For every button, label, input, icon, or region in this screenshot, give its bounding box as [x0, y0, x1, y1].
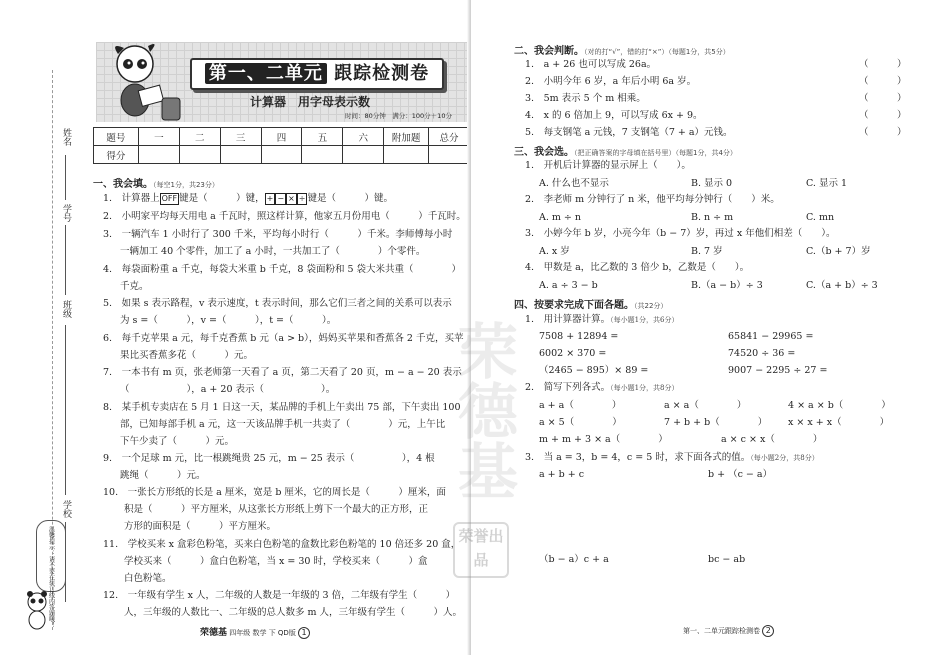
evaluate-item: bc − ab	[708, 554, 746, 565]
calc-title: 1. 用计算器计算。（每小题1分，共6分）	[525, 314, 679, 325]
evaluate-item: （b − a）c + a	[539, 554, 609, 565]
judge-paren-3[interactable]: （ ）	[859, 93, 907, 104]
question-3-line-1: 3. 一辆汽车 1 小时行了 300 千米，平均每小时行（ ）千米。李师傅每小时	[103, 229, 453, 240]
title-rest: 跟踪检测卷	[334, 63, 430, 84]
choose-question-3: 3. 小婷今年 b 岁，小亮今年（b − 7）岁，再过 x 年他们相差（ ）。	[525, 228, 836, 239]
judge-item-1: 1. a + 26 也可以写成 26a。	[525, 59, 657, 70]
calc-item: 65841 − 29965 =	[728, 331, 814, 342]
divide-key-icon: ÷	[298, 194, 306, 203]
choose-option-a: A. 什么也不显示	[539, 178, 609, 189]
right-footer	[683, 625, 774, 637]
question-10-line-3: 方形的面积是（ ）平方厘米。	[124, 521, 277, 532]
name-line	[65, 155, 66, 200]
score-table	[93, 127, 470, 164]
score-cell: 五	[302, 128, 343, 146]
sidebar-school-label: 学校	[61, 500, 71, 518]
question-7-line-2: （ ），a + 20 表示（ ）。	[120, 384, 336, 395]
footer-brand: 荣德基	[200, 628, 228, 638]
simplify-item: m + m + 3 × a（ ）	[539, 434, 668, 445]
simplify-item: a + a（ ）	[539, 400, 622, 411]
choose-question-4: 4. 甲数是 a，比乙数的 3 倍少 b，乙数是（ ）。	[525, 262, 750, 273]
plus-key-icon: +	[266, 194, 274, 203]
minus-key-icon: −	[277, 194, 285, 203]
question-1: 1. 计算器上 OFF 键是（ ）键， + − × ÷ 键是（ ）键。	[103, 193, 393, 204]
judge-item-3: 3. 5m 表示 5 个 m 相乘。	[525, 93, 646, 104]
question-11-line-3: 白色粉笔。	[124, 573, 172, 584]
choose-question-2: 2. 李老师 m 分钟行了 n 米，他平均每分钟行（ ）米。	[525, 194, 780, 205]
simplify-item: 4 × a × b（ ）	[788, 400, 891, 411]
question-10-line-1: 10. 一张长方形纸的长是 a 厘米，宽是 b 厘米，它的周长是（ ）厘米，面	[103, 487, 446, 498]
question-12-line-1: 12. 一年级有学生 x 人，二年级的人数是一年级的 3 倍，二年级有学生（ ）	[103, 590, 456, 601]
score-table-score-row	[94, 146, 470, 164]
choose-question-1: 1. 开机后计算器的显示屏上（ ）。	[525, 160, 691, 171]
section-1-title: 一、我会填。（每空1分，共23分）	[93, 179, 219, 190]
choose-option-c: C. 显示 1	[806, 178, 848, 189]
judge-paren-4[interactable]: （ ）	[859, 110, 907, 121]
simplify-item: a × 5（ ）	[539, 417, 622, 428]
calc-item: 9007 − 2295 ÷ 27 =	[728, 365, 828, 376]
title-highlight: 第一、二单元	[205, 63, 327, 84]
score-table-header-row	[94, 128, 470, 146]
question-7-line-1: 7. 一本书有 m 页，张老师第一天看了 a 页，第二天看了 20 页，m − a − 20 表示	[103, 367, 462, 378]
simplify-item: a × c × x（ ）	[721, 434, 823, 445]
footer-text: 第一、二单元跟踪检测卷	[683, 627, 760, 635]
id-line	[65, 225, 66, 295]
evaluate-title: 3. 当 a = 3，b = 4，c = 5 时，求下面各式的值。（每小题2分，共8分）	[525, 452, 819, 463]
score-cell: 二	[179, 128, 220, 146]
judge-paren-5[interactable]: （ ）	[859, 127, 907, 138]
evaluate-item: b + （c − a）	[708, 469, 773, 480]
time-and-score: 时间：80分钟 满分：100分＋10分	[345, 112, 452, 120]
section-2-title: 二、我会判断。（对的打“√”，错的打“×”）（每题1分，共5分）	[514, 46, 730, 57]
section-3-title: 三、我会选。（把正确答案的字母填在括号里）（每题1分，共4分）	[514, 147, 737, 158]
side-note: 温馨提示：请不要在装订线内答题哦！	[47, 526, 55, 628]
score-cell: 题号	[94, 128, 139, 146]
simplify-title: 2. 简写下列各式。（每小题1分，共8分）	[525, 382, 679, 393]
calc-item: 74520 ÷ 36 =	[728, 348, 796, 359]
simplify-item: x × x + x（ ）	[788, 417, 890, 428]
off-key-icon: OFF	[161, 194, 178, 203]
score-cell: 六	[343, 128, 384, 146]
choose-option-c: C. mn	[806, 212, 835, 223]
mascot-reading-icon	[100, 40, 190, 126]
question-3-line-2: 一辆加工 40 个零件，加工了 a 小时，一共加工了（ ）个零件。	[120, 246, 426, 257]
page-subtitle: 计算器 用字母表示数	[250, 95, 371, 109]
score-cell: 得分	[94, 146, 139, 164]
score-cell: 总分	[429, 128, 470, 146]
question-9-line-1: 9. 一个足球 m 元，比一根跳绳贵 25 元，m − 25 表示（ ），4 根	[103, 453, 435, 464]
question-11-line-1: 11. 学校买来 x 盒彩色粉笔，买来白色粉笔的盒数比彩色粉笔的 10 倍还多 20 盒，	[103, 539, 461, 550]
sidebar-id-label: 学号	[61, 204, 71, 222]
judge-item-5: 5. 每支钢笔 a 元钱，7 支钢笔（7 + a）元钱。	[525, 127, 733, 138]
choose-option-b: B.（a − b）÷ 3	[691, 280, 763, 291]
score-cell: 三	[220, 128, 261, 146]
question-2: 2. 小明家平均每天用电 a 千瓦时，照这样计算，他家五月份用电（ ）千瓦时。	[103, 211, 466, 222]
panda-mascot-icon	[24, 590, 50, 630]
score-cell: 四	[261, 128, 302, 146]
choose-option-a: A. x 岁	[539, 246, 570, 257]
left-footer	[200, 625, 310, 639]
watermark-stamp: 荣誉出品	[453, 522, 509, 578]
choose-option-a: A. a ÷ 3 − b	[539, 280, 598, 291]
calc-item: 7508 + 12894 =	[539, 331, 619, 342]
evaluate-item: a + b + c	[539, 469, 585, 480]
page-title	[190, 58, 444, 90]
question-8-line-2: 部，已知每部手机 a 元，这一天该品牌手机一共卖了（ ）元，上午比	[120, 419, 446, 430]
choose-option-b: B. n ÷ m	[691, 212, 734, 223]
choose-option-c: C.（a + b）÷ 3	[806, 280, 878, 291]
question-4-line-1: 4. 每袋面粉重 a 千克，每袋大米重 b 千克，8 袋面粉和 5 袋大米共重（ ）	[103, 264, 462, 275]
question-5-line-2: 为 s =（ ），v =（ ），t =（ ）。	[120, 315, 337, 326]
question-8-line-3: 下午少卖了（ ）元。	[120, 436, 235, 447]
question-6-line-1: 6. 每千克苹果 a 元，每千克香蕉 b 元（a > b），妈妈买苹果和香蕉各 2 千克，买苹	[103, 333, 464, 344]
times-key-icon: ×	[288, 194, 295, 203]
score-cell: 附加题	[384, 128, 429, 146]
choose-option-b: B. 7 岁	[691, 246, 723, 257]
question-8-line-1: 8. 某手机专卖店在 5 月 1 日这一天，某品牌的手机上午卖出 75 部，下午卖出 100	[103, 402, 461, 413]
question-10-line-2: 积是（ ）平方厘米，从这张长方形纸上剪下一个最大的正方形，正	[124, 504, 429, 515]
question-12-line-2: 人，三年级的人数比一、二年级的总人数多 m 人，三年级有学生（ ）人。	[124, 607, 463, 618]
question-11-line-2: 学校买来（ ）盒白色粉笔，当 x = 30 时，学校买来（ ）盒	[124, 556, 428, 567]
choose-option-b: B. 显示 0	[691, 178, 733, 189]
side-note-box	[36, 520, 66, 628]
footer-text: 四年级 数学 下 QD版	[229, 629, 296, 637]
section-4-title: 四、按要求完成下面各题。（共22分）	[514, 300, 668, 311]
class-line	[65, 325, 66, 495]
sidebar-class-label: 班级	[61, 300, 71, 318]
simplify-item: 7 + b + b（ ）	[664, 417, 768, 428]
calc-item: （2465 − 895）× 89 =	[539, 365, 649, 376]
judge-item-4: 4. x 的 6 倍加上 9，可以写成 6x + 9。	[525, 110, 703, 121]
choose-option-a: A. m ÷ n	[539, 212, 582, 223]
question-5-line-1: 5. 如果 s 表示路程，v 表示速度，t 表示时间，那么它们三者之间的关系可以表示	[103, 298, 452, 309]
score-cell: 一	[138, 128, 179, 146]
simplify-item: a × a（ ）	[664, 400, 747, 411]
judge-paren-2[interactable]: （ ）	[859, 76, 907, 87]
left-page	[0, 0, 470, 655]
page-number: 1	[298, 627, 310, 639]
choose-option-c: C.（b + 7）岁	[806, 246, 871, 257]
calc-item: 6002 × 370 =	[539, 348, 607, 359]
sidebar-name-label: 姓名	[61, 128, 71, 146]
judge-paren-1[interactable]: （ ）	[859, 59, 907, 70]
question-9-line-2: 跳绳（ ）元。	[120, 470, 206, 481]
question-4-line-2: 千克。	[120, 281, 149, 292]
page-number: 2	[762, 625, 774, 637]
watermark: 荣德基	[448, 320, 518, 500]
question-6-line-2: 果比买香蕉多花（ ）元。	[120, 350, 254, 361]
judge-item-2: 2. 小明今年 6 岁，a 年后小明 6a 岁。	[525, 76, 697, 87]
